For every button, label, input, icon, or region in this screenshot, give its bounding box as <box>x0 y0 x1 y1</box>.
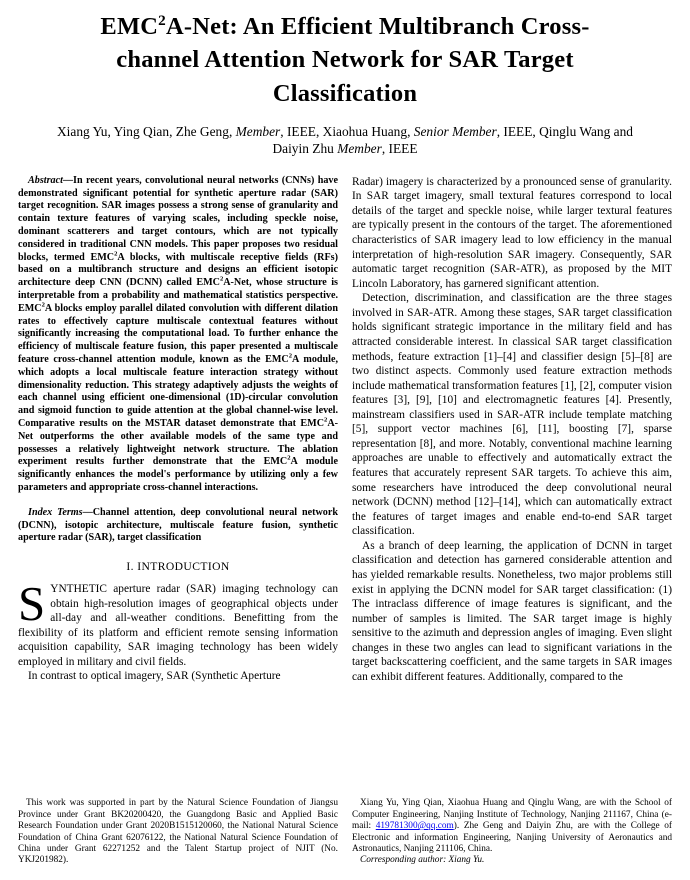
funding-note: This work was supported in part by the Natural Science Foundation of Jiangsu Province under Grant BK20200420, the Guangdong Basic and Applied Basic Research Foundation under Grant 2020B1515120060, the National Natural Science Foundation of China Grant 62076122, the National Natural Science Foundation of China under Grant 62271252 and the Talent Startup project of NJIT (No. YKJ201982). <box>18 798 338 866</box>
corresponding-author-note: Corresponding author: Xiang Yu. <box>360 855 485 866</box>
intro-paragraph-1-text: YNTHETIC aperture radar (SAR) imaging technology can obtain high-resolution images of geographical objects under all-day and all-weather conditions. Benefitting from the flexibility of its platform and efficient remote sensing information acquisition capability, SAR imaging technology has been widely employed in military and civil fields. <box>18 583 338 668</box>
affiliations-note: Xiang Yu, Ying Qian, Xiaohua Huang and Qinglu Wang, are with the School of Computer Engineering, Nanjing Institute of Technology, Nanjing 211167, China (e-mail: 419781300@qq.com). Zhe Geng and Daiyin Zhu, are with the College of Electronic and information Engineering, Nanjing University of Aeronautics and Astronautics, Nanjing 211106, China. <box>352 798 672 854</box>
two-column-body <box>18 175 672 867</box>
authors-line: Xiang Yu, Ying Qian, Zhe Geng, Member, IEEE, Xiaohua Huang, Senior Member, IEEE, Qinglu Wang and Daiyin Zhu Member, IEEE <box>57 123 633 157</box>
paper-title-text-rest: A-Net: An Efficient Multibranch Cross-channel Attention Network for SAR Target Classification <box>116 13 590 107</box>
footnote-left <box>18 798 338 867</box>
right-column <box>352 175 672 867</box>
index-terms-label: Index Terms <box>28 506 83 518</box>
email-link[interactable]: 419781300@qq.com <box>375 821 454 832</box>
left-column <box>18 175 338 867</box>
intro-paragraph-5: As a branch of deep learning, the application of DCNN in target classification and detection has garnered considerable attention and has yielded remarkable results. Nonetheless, two major problems still exist in applying the DCNN model for SAR target classification: (1) The intraclass difference of image features is significant, and the number of samples is limited. The SAR target image is highly sensitive to the azimuth and depression angles of imaging. Even slight changes in these two angles can lead to significant variations in the target backscattering coefficient, and the same targets in SAR images can exhibit different features. Additionally, compared to the <box>352 539 672 683</box>
abstract-paragraph <box>18 175 338 495</box>
abstract-label: Abstract <box>28 174 63 186</box>
index-terms-text: —Channel attention, deep convolutional neural network (DCNN), isotopic architecture, multiscale feature fusion, synthetic aperture radar (SAR), target classification <box>18 506 338 544</box>
paper-title-text: EMC <box>100 13 159 40</box>
intro-paragraph-1 <box>18 576 338 669</box>
section-heading-introduction: I. INTRODUCTION <box>126 560 230 574</box>
intro-paragraph-2: In contrast to optical imagery, SAR (Synthetic Aperture <box>28 670 281 683</box>
intro-dropcap: S <box>18 576 46 632</box>
intro-paragraph-4: Detection, discrimination, and classification are the three stages involved in SAR-ATR. Among these stages, SAR target classification holds significant strategic importance in the military field and has attracted considerable interest. In classical SAR target classification methods, feature extraction [1]–[4] and classifier design [5]–[8] are two distinct aspects. Commonly used feature extraction methods include mathematical transformation features [1], [2], computer vision features [3], [9], [10] and electromagnetic features [4]. Presently, mainstream classifiers used in SAR-ATR include template matching [5], support vector machines [6], [11], boosting [7], sparse representation [8], and more. Notably, conventional machine learning approaches are unable to effectively and automatically extract the features that accurately represent SAR targets. To achieve this aim, some researchers have introduced the deep convolutional neural network (DCNN) method [12]–[14], which can automatically extract the features of target images and enable end-to-end SAR target classification. <box>352 292 672 538</box>
intro-paragraph-3: Radar) imagery is characterized by a pronounced sense of granularity. In SAR target imagery, small textural features correspond to local details of the target and speckle noise, while larger textural features are typically present in the contours of the target. The aforementioned characteristics of SAR imagery lead to low efficiency in the manual interpretation of high-resolution SAR imagery. Consequently, SAR automatic target recognition (SAR-ATR), as proposed by the MIT Lincoln Laboratory, has garnered significant attention. <box>352 175 672 290</box>
footnote-right <box>352 798 672 867</box>
abstract-text: —In recent years, convolutional neural networks (CNNs) have demonstrated significant potential for synthetic aperture radar (SAR) target recognition. SAR images possess a strong sense of granularity and contain texture features of varying scales, including speckle noise, dominant scatterers and target contours, which are not typically considered in traditional CNN models. This paper proposes two residual blocks, termed EMC$^2$A blocks, with multiscale receptive fields (RFs) based on a multibranch structure and designs an efficient isotopic architecture deep CNN (DCNN) called EMC$^2$A-Net, whose structure is interpretable from a probability and mathematical statistics perspective. EMC$^2$A blocks employ parallel dilated convolution with different dilation rates to effectively capture multiscale contextual features without significantly increasing the computational load. To further enhance the efficiency of multiscale feature fusion, this paper presented a multiscale feature cross-channel attention module, known as the EMC$^2$A module, which adopts a local multiscale feature interaction strategy without dimensionality reduction. This strategy adaptively adjusts the weights of each channel using efficient one-dimensional (1D)-circular convolution and sigmoid function to guide attention at the global channel-wise level. Comparative results on the MSTAR dataset demonstrate that EMC$^2$A-Net outperforms the other available models of the same type and possesses a relatively lightweight network structure. The ablation experiment results further demonstrate that the EMC$^2$A module significantly enhances the model's performance by utilizing only a few parameters and appropriate cross-channel interactions. <box>18 174 338 493</box>
paper-title <box>70 10 620 110</box>
title-superscript: 2 <box>158 11 166 29</box>
index-terms-paragraph <box>18 507 338 545</box>
